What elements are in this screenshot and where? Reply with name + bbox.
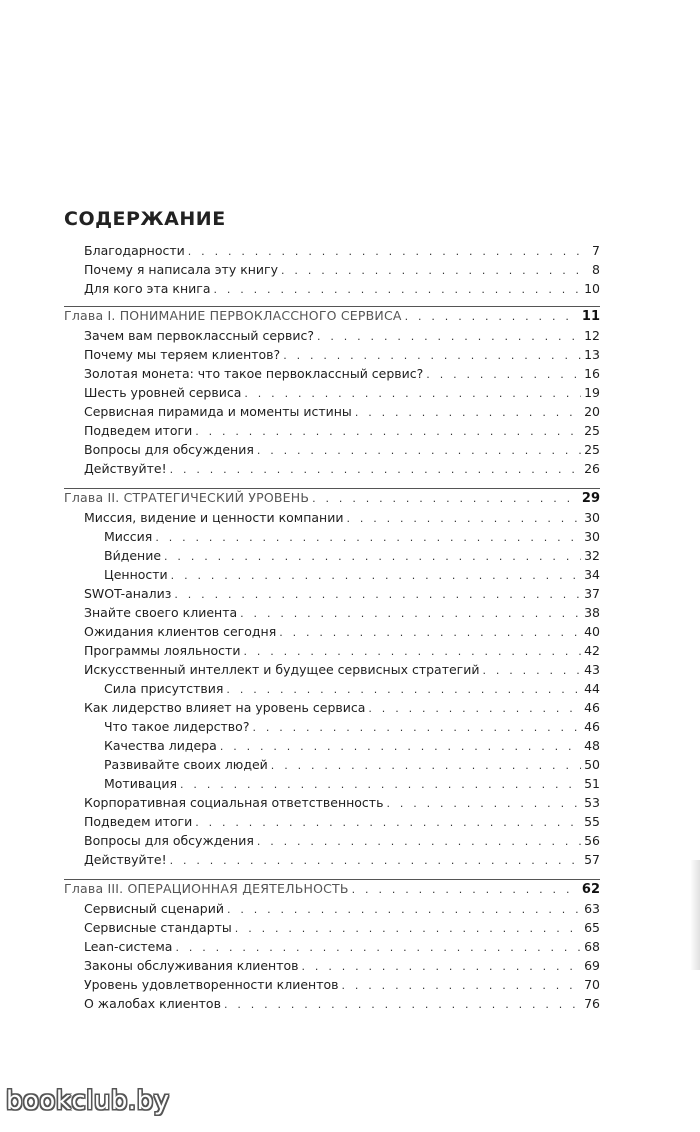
toc-subentry[interactable] (104, 736, 600, 756)
leader-dots (279, 623, 581, 643)
toc-entry-title: Что такое лидерство? (104, 719, 250, 734)
toc-entry-title: Шесть уровней сервиса (84, 385, 242, 400)
toc-entry[interactable] (84, 994, 600, 1014)
toc-entry-page: 34 (584, 567, 600, 582)
toc-entry[interactable] (84, 241, 600, 261)
toc-entry-title: Корпоративная социальная ответственность (84, 795, 384, 810)
toc-entry-title: Почему мы теряем клиентов? (84, 347, 281, 362)
toc-entry-page: 19 (584, 385, 600, 400)
toc-entry-title: О жалобах клиентов (84, 996, 221, 1011)
toc-entry-page: 30 (584, 529, 600, 544)
leader-dots (426, 365, 581, 385)
page-edge-shadow (690, 860, 700, 970)
leader-dots (368, 699, 581, 719)
toc-entry-page: 37 (584, 586, 600, 601)
toc-entry[interactable] (84, 812, 600, 832)
toc-entry[interactable] (84, 508, 600, 528)
toc-entry-page: 50 (584, 757, 600, 772)
leader-dots (244, 384, 581, 404)
toc-chapter-page: 11 (581, 309, 600, 324)
toc-entry-page: 43 (584, 662, 600, 677)
toc-entry[interactable] (84, 345, 600, 365)
toc-entry-page: 69 (584, 958, 600, 973)
toc-entry-page: 30 (584, 510, 600, 525)
toc-entry-title: Действуйте! (84, 852, 167, 867)
leader-dots (164, 547, 581, 567)
toc-entry-title: Сервисные стандарты (84, 920, 232, 935)
leader-dots (155, 528, 581, 548)
toc-entry-title: Уровень удовлетворенности клиентов (84, 977, 339, 992)
leader-dots (235, 919, 581, 939)
toc-entry-page: 46 (584, 700, 600, 715)
leader-dots (312, 489, 579, 509)
leader-dots (170, 851, 581, 871)
toc-entry-title: Сервисный сценарий (84, 901, 224, 916)
leader-dots (240, 604, 581, 624)
toc-entry-title: Развивайте своих людей (104, 757, 268, 772)
toc-entry-page: 25 (584, 442, 600, 457)
leader-dots (342, 976, 582, 996)
toc-entry[interactable] (84, 698, 600, 718)
leader-dots (227, 900, 581, 920)
toc-chapter-entry[interactable] (64, 306, 600, 326)
leader-dots (483, 661, 582, 681)
toc-subentry[interactable] (104, 679, 600, 699)
toc-entry-title: Знайте своего клиента (84, 605, 238, 620)
toc-entry[interactable] (84, 440, 600, 460)
toc-entry-title: Благодарности (84, 243, 185, 258)
toc-entry-title: Вопросы для обсуждения (84, 833, 254, 848)
toc-entry-title: Ценности (104, 567, 168, 582)
leader-dots (170, 460, 581, 480)
toc-entry[interactable] (84, 660, 600, 680)
toc-entry-page: 8 (592, 262, 600, 277)
toc-entry-title: Миссия (104, 529, 153, 544)
toc-entry-page: 38 (584, 605, 600, 620)
leader-dots (224, 995, 581, 1015)
toc-entry-title: Зачем вам первоклассный сервис? (84, 328, 314, 343)
toc-entry-page: 20 (584, 404, 600, 419)
toc-entry-page: 70 (584, 977, 600, 992)
toc-subentry[interactable] (104, 755, 600, 775)
toc-entry-page: 26 (584, 461, 600, 476)
toc-entry-title: Сила присутствия (104, 681, 224, 696)
toc-chapter-entry[interactable] (64, 879, 600, 899)
toc-entry-page: 13 (584, 347, 600, 362)
leader-dots (257, 441, 581, 461)
toc-subentry[interactable] (104, 527, 600, 547)
toc-entry-title: Качества лидера (104, 738, 217, 753)
toc-entry-page: 25 (584, 423, 600, 438)
toc-entry-page: 16 (584, 366, 600, 381)
toc-entry-page: 7 (592, 243, 600, 258)
toc-entry-page: 57 (584, 852, 600, 867)
toc-entry-title: Ви́дение (104, 548, 162, 563)
leader-dots (174, 585, 581, 605)
toc-entry-page: 44 (584, 681, 600, 696)
toc-entry-title: Почему я написала эту книгу (84, 262, 279, 277)
toc-entry-page: 65 (584, 920, 600, 935)
toc-entry-page: 56 (584, 833, 600, 848)
toc-entry[interactable] (84, 584, 600, 604)
toc-entry-page: 68 (584, 939, 600, 954)
toc-entry[interactable] (84, 383, 600, 403)
toc-entry-title: Lean-система (84, 939, 173, 954)
leader-dots (220, 737, 581, 757)
toc-entry[interactable] (84, 622, 600, 642)
toc-entry-page: 32 (584, 548, 600, 563)
toc-entry[interactable] (84, 421, 600, 441)
toc-entry-title: SWOT-анализ (84, 586, 172, 601)
leader-dots (317, 327, 581, 347)
toc-entry-page: 76 (584, 996, 600, 1011)
toc-entry-page: 46 (584, 719, 600, 734)
leader-dots (283, 346, 581, 366)
toc-chapter-page: 29 (581, 491, 600, 506)
toc-entry-title: Как лидерство влияет на уровень сервиса (84, 700, 366, 715)
toc-entry-title: Вопросы для обсуждения (84, 442, 254, 457)
toc-entry[interactable] (84, 918, 600, 938)
leader-dots (252, 718, 581, 738)
leader-dots (171, 566, 581, 586)
leader-dots (243, 642, 581, 662)
toc-entry-title: Искусственный интеллект и будущее сервисных стратегий (84, 662, 480, 677)
toc-entry-title: Подведем итоги (84, 423, 193, 438)
leader-dots (346, 509, 581, 529)
toc-entry[interactable] (84, 956, 600, 976)
toc-entry-title: Ожидания клиентов сегодня (84, 624, 277, 639)
toc-subentry[interactable] (104, 717, 600, 737)
toc-entry-page: 51 (584, 776, 600, 791)
page-title: СОДЕРЖАНИЕ (64, 208, 226, 230)
leader-dots (302, 957, 582, 977)
toc-entry[interactable] (84, 899, 600, 919)
watermark: bookclub.by (6, 1086, 170, 1116)
toc-entry[interactable] (84, 641, 600, 661)
leader-dots (188, 242, 589, 262)
toc-chapter-title: Глава III. ОПЕРАЦИОННАЯ ДЕЯТЕЛЬНОСТЬ (64, 881, 349, 896)
toc-entry-page: 12 (584, 328, 600, 343)
leader-dots (405, 307, 579, 327)
toc-entry-title: Подведем итоги (84, 814, 193, 829)
leader-dots (355, 403, 581, 423)
leader-dots (226, 680, 581, 700)
toc-entry-page: 48 (584, 738, 600, 753)
toc-entry[interactable] (84, 402, 600, 422)
leader-dots (195, 422, 581, 442)
toc-entry-title: Для кого эта книга (84, 281, 211, 296)
toc-entry[interactable] (84, 326, 600, 346)
leader-dots (271, 756, 581, 776)
leader-dots (352, 880, 579, 900)
toc-subentry[interactable] (104, 546, 600, 566)
toc-entry-title: Сервисная пирамида и моменты истины (84, 404, 352, 419)
leader-dots (175, 938, 581, 958)
toc-chapter-page: 62 (581, 882, 600, 897)
toc-entry[interactable] (84, 603, 600, 623)
toc-chapter-entry[interactable] (64, 488, 600, 508)
toc-entry-title: Миссия, видение и ценности компании (84, 510, 344, 525)
toc-entry[interactable] (84, 364, 600, 384)
toc-entry-page: 40 (584, 624, 600, 639)
leader-dots (386, 794, 581, 814)
toc-entry-title: Программы лояльности (84, 643, 241, 658)
toc-entry[interactable] (84, 459, 600, 479)
toc-entry-page: 53 (584, 795, 600, 810)
toc-entry-page: 10 (584, 281, 600, 296)
toc-entry-title: Золотая монета: что такое первоклассный сервис? (84, 366, 424, 381)
toc-entry-page: 63 (584, 901, 600, 916)
toc-entry[interactable] (84, 850, 600, 870)
toc-entry-page: 55 (584, 814, 600, 829)
leader-dots (195, 813, 581, 833)
toc-entry[interactable] (84, 260, 600, 280)
toc-subentry[interactable] (104, 565, 600, 585)
toc-entry[interactable] (84, 793, 600, 813)
toc-subentry[interactable] (104, 774, 600, 794)
leader-dots (257, 832, 581, 852)
toc-entry[interactable] (84, 975, 600, 995)
toc-entry[interactable] (84, 937, 600, 957)
toc-chapter-title: Глава I. ПОНИМАНИЕ ПЕРВОКЛАССНОГО СЕРВИСА (64, 308, 402, 323)
leader-dots (281, 261, 589, 281)
toc-entry-title: Мотивация (104, 776, 178, 791)
leader-dots (180, 775, 581, 795)
toc-entry[interactable] (84, 279, 600, 299)
toc-entry[interactable] (84, 831, 600, 851)
leader-dots (213, 280, 581, 300)
toc-entry-title: Действуйте! (84, 461, 167, 476)
toc-entry-page: 42 (584, 643, 600, 658)
toc-entry-title: Законы обслуживания клиентов (84, 958, 299, 973)
toc-chapter-title: Глава II. СТРАТЕГИЧЕСКИЙ УРОВЕНЬ (64, 490, 310, 505)
